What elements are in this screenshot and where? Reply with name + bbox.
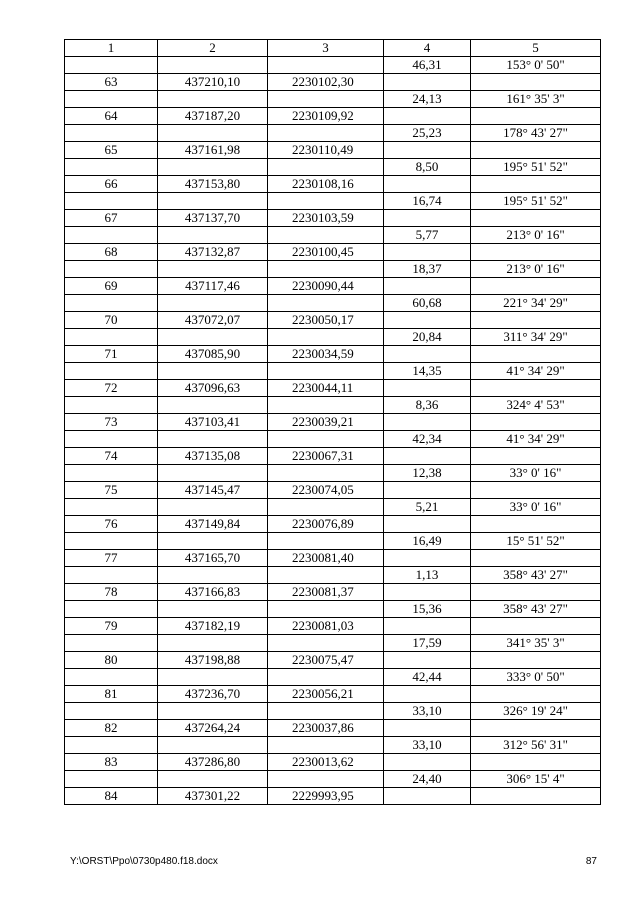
header-col-5: 5	[471, 40, 601, 57]
table-cell-col-2	[158, 431, 268, 448]
table-cell-col-5: 33° 0' 16"	[471, 499, 601, 516]
table-row	[65, 720, 601, 737]
table-cell-col-2	[158, 499, 268, 516]
table-cell-col-1: 68	[65, 244, 158, 261]
table-cell-col-3	[268, 329, 384, 346]
table-cell-col-3	[268, 737, 384, 754]
table-cell-col-2: 437096,63	[158, 380, 268, 397]
table-cell-col-5: 333° 0' 50"	[471, 669, 601, 686]
table-cell-col-4	[384, 482, 471, 499]
table-cell-col-3: 2230056,21	[268, 686, 384, 703]
table-cell-col-2	[158, 363, 268, 380]
table-cell-col-3: 2230037,86	[268, 720, 384, 737]
table-cell-col-2: 437153,80	[158, 176, 268, 193]
table-cell-col-4	[384, 550, 471, 567]
table-cell-col-4	[384, 176, 471, 193]
table-cell-col-3	[268, 771, 384, 788]
table-cell-col-3	[268, 635, 384, 652]
table-row	[65, 550, 601, 567]
table-cell-col-1	[65, 499, 158, 516]
table-cell-col-4	[384, 652, 471, 669]
table-cell-col-2	[158, 91, 268, 108]
table-row	[65, 652, 601, 669]
table-cell-col-2	[158, 465, 268, 482]
table-cell-col-3: 2230076,89	[268, 516, 384, 533]
table-row	[65, 91, 601, 108]
table-cell-col-5: 33° 0' 16"	[471, 465, 601, 482]
table-cell-col-2	[158, 159, 268, 176]
table-cell-col-5	[471, 618, 601, 635]
table-cell-col-5	[471, 244, 601, 261]
table-row	[65, 703, 601, 720]
table-cell-col-2: 437103,41	[158, 414, 268, 431]
header-col-3: 3	[268, 40, 384, 57]
table-cell-col-1: 74	[65, 448, 158, 465]
table-cell-col-2: 437301,22	[158, 788, 268, 805]
table-cell-col-2: 437145,47	[158, 482, 268, 499]
table-cell-col-3: 2230081,37	[268, 584, 384, 601]
table-cell-col-3	[268, 533, 384, 550]
table-cell-col-3: 2230074,05	[268, 482, 384, 499]
table-cell-col-1	[65, 261, 158, 278]
table-cell-col-3	[268, 703, 384, 720]
table-cell-col-5: 213° 0' 16"	[471, 261, 601, 278]
table-cell-col-3	[268, 159, 384, 176]
table-cell-col-5: 324° 4' 53"	[471, 397, 601, 414]
table-cell-col-2	[158, 397, 268, 414]
table-cell-col-2: 437165,70	[158, 550, 268, 567]
table-cell-col-1	[65, 159, 158, 176]
table-cell-col-5: 41° 34' 29"	[471, 363, 601, 380]
table-cell-col-4	[384, 516, 471, 533]
table-cell-col-5	[471, 278, 601, 295]
table-cell-col-5	[471, 380, 601, 397]
table-cell-col-1	[65, 329, 158, 346]
table-cell-col-2	[158, 193, 268, 210]
table-cell-col-5: 341° 35' 3"	[471, 635, 601, 652]
table-cell-col-1	[65, 125, 158, 142]
table-cell-col-4	[384, 754, 471, 771]
table-cell-col-5: 195° 51' 52"	[471, 159, 601, 176]
table-cell-col-5	[471, 176, 601, 193]
table-row	[65, 176, 601, 193]
table-cell-col-1	[65, 193, 158, 210]
table-cell-col-1: 63	[65, 74, 158, 91]
table-cell-col-5: 41° 34' 29"	[471, 431, 601, 448]
table-cell-col-1	[65, 703, 158, 720]
table-cell-col-4	[384, 618, 471, 635]
table-cell-col-1	[65, 431, 158, 448]
table-cell-col-1: 75	[65, 482, 158, 499]
table-row	[65, 329, 601, 346]
table-cell-col-4: 5,77	[384, 227, 471, 244]
table-cell-col-2: 437161,98	[158, 142, 268, 159]
table-row	[65, 771, 601, 788]
table-cell-col-2	[158, 635, 268, 652]
table-cell-col-3	[268, 363, 384, 380]
table-cell-col-1: 82	[65, 720, 158, 737]
table-cell-col-1: 81	[65, 686, 158, 703]
table-cell-col-3	[268, 567, 384, 584]
table-cell-col-2: 437132,87	[158, 244, 268, 261]
table-cell-col-3	[268, 499, 384, 516]
table-cell-col-5	[471, 414, 601, 431]
table-row	[65, 584, 601, 601]
table-cell-col-4: 1,13	[384, 567, 471, 584]
table-cell-col-2: 437182,19	[158, 618, 268, 635]
table-row	[65, 108, 601, 125]
table-cell-col-3: 2230081,03	[268, 618, 384, 635]
table-cell-col-1	[65, 397, 158, 414]
table-cell-col-4: 25,23	[384, 125, 471, 142]
table-cell-col-5: 326° 19' 24"	[471, 703, 601, 720]
table-cell-col-3	[268, 227, 384, 244]
table-cell-col-1	[65, 57, 158, 74]
table-cell-col-3: 2230013,62	[268, 754, 384, 771]
table-cell-col-4: 60,68	[384, 295, 471, 312]
table-cell-col-5: 178° 43' 27"	[471, 125, 601, 142]
table-cell-col-2	[158, 737, 268, 754]
table-cell-col-2	[158, 57, 268, 74]
table-cell-col-4: 42,34	[384, 431, 471, 448]
table-cell-col-3	[268, 669, 384, 686]
table-row	[65, 567, 601, 584]
table-row	[65, 516, 601, 533]
table-cell-col-5	[471, 142, 601, 159]
table-row	[65, 686, 601, 703]
table-cell-col-1	[65, 227, 158, 244]
table-cell-col-4	[384, 788, 471, 805]
table-cell-col-2: 437198,88	[158, 652, 268, 669]
table-cell-col-2: 437135,08	[158, 448, 268, 465]
table-cell-col-4: 24,40	[384, 771, 471, 788]
table-cell-col-3: 2230039,21	[268, 414, 384, 431]
table-cell-col-2	[158, 703, 268, 720]
table-cell-col-3	[268, 431, 384, 448]
table-row	[65, 295, 601, 312]
table-cell-col-4: 8,36	[384, 397, 471, 414]
table-row	[65, 431, 601, 448]
table-cell-col-3: 2230109,92	[268, 108, 384, 125]
table-cell-col-5	[471, 720, 601, 737]
table-cell-col-4	[384, 312, 471, 329]
table-cell-col-3: 2229993,95	[268, 788, 384, 805]
table-cell-col-5: 358° 43' 27"	[471, 567, 601, 584]
table-cell-col-1: 84	[65, 788, 158, 805]
table-cell-col-1: 70	[65, 312, 158, 329]
table-cell-col-5	[471, 346, 601, 363]
table-cell-col-3: 2230050,17	[268, 312, 384, 329]
table-cell-col-2	[158, 771, 268, 788]
table-row	[65, 465, 601, 482]
table-cell-col-3: 2230103,59	[268, 210, 384, 227]
table-cell-col-3: 2230102,30	[268, 74, 384, 91]
table-cell-col-4: 16,74	[384, 193, 471, 210]
table-cell-col-2	[158, 261, 268, 278]
table-cell-col-1	[65, 533, 158, 550]
table-row	[65, 278, 601, 295]
table-cell-col-4: 24,13	[384, 91, 471, 108]
table-cell-col-5	[471, 74, 601, 91]
table-row	[65, 448, 601, 465]
table-cell-col-5: 306° 15' 4"	[471, 771, 601, 788]
table-cell-col-1	[65, 363, 158, 380]
table-cell-col-2	[158, 601, 268, 618]
table-cell-col-4: 16,49	[384, 533, 471, 550]
table-cell-col-1: 71	[65, 346, 158, 363]
table-cell-col-2	[158, 669, 268, 686]
table-row	[65, 533, 601, 550]
table-cell-col-5: 161° 35' 3"	[471, 91, 601, 108]
table-row	[65, 635, 601, 652]
table-cell-col-3	[268, 193, 384, 210]
table-cell-col-5	[471, 108, 601, 125]
table-cell-col-5	[471, 788, 601, 805]
table-cell-col-1: 83	[65, 754, 158, 771]
table-cell-col-5: 221° 34' 29"	[471, 295, 601, 312]
table-cell-col-5	[471, 584, 601, 601]
coordinates-table	[64, 39, 601, 805]
table-cell-col-5	[471, 482, 601, 499]
table-cell-col-5	[471, 312, 601, 329]
table-cell-col-4	[384, 720, 471, 737]
table-cell-col-4: 33,10	[384, 737, 471, 754]
table-cell-col-2	[158, 533, 268, 550]
table-row	[65, 125, 601, 142]
table-cell-col-2	[158, 567, 268, 584]
table-cell-col-2	[158, 125, 268, 142]
table-cell-col-3	[268, 91, 384, 108]
table-cell-col-2: 437286,80	[158, 754, 268, 771]
table-cell-col-3: 2230067,31	[268, 448, 384, 465]
table-cell-col-3: 2230075,47	[268, 652, 384, 669]
table-cell-col-2: 437187,20	[158, 108, 268, 125]
table-cell-col-4	[384, 210, 471, 227]
table-cell-col-4	[384, 686, 471, 703]
table-cell-col-4: 18,37	[384, 261, 471, 278]
table-row	[65, 414, 601, 431]
table-cell-col-4	[384, 244, 471, 261]
table-cell-col-1: 76	[65, 516, 158, 533]
table-cell-col-1	[65, 601, 158, 618]
table-row	[65, 499, 601, 516]
table-cell-col-1: 65	[65, 142, 158, 159]
table-cell-col-1	[65, 737, 158, 754]
table-cell-col-5: 153° 0' 50"	[471, 57, 601, 74]
table-cell-col-3: 2230110,49	[268, 142, 384, 159]
table-cell-col-2	[158, 295, 268, 312]
table-cell-col-3	[268, 261, 384, 278]
table-cell-col-5	[471, 652, 601, 669]
table-cell-col-1: 67	[65, 210, 158, 227]
table-header-row	[65, 40, 601, 57]
header-col-2: 2	[158, 40, 268, 57]
table-cell-col-5: 358° 43' 27"	[471, 601, 601, 618]
table-cell-col-1: 77	[65, 550, 158, 567]
table-cell-col-4: 20,84	[384, 329, 471, 346]
table-cell-col-5	[471, 448, 601, 465]
table-cell-col-2: 437072,07	[158, 312, 268, 329]
table-cell-col-5	[471, 686, 601, 703]
table-cell-col-1: 79	[65, 618, 158, 635]
table-cell-col-1: 66	[65, 176, 158, 193]
table-cell-col-2: 437137,70	[158, 210, 268, 227]
table-cell-col-2: 437166,83	[158, 584, 268, 601]
table-cell-col-2: 437117,46	[158, 278, 268, 295]
table-row	[65, 737, 601, 754]
table-cell-col-4: 42,44	[384, 669, 471, 686]
table-cell-col-4	[384, 380, 471, 397]
table-cell-col-1: 72	[65, 380, 158, 397]
header-col-4: 4	[384, 40, 471, 57]
table-row	[65, 380, 601, 397]
table-cell-col-4: 15,36	[384, 601, 471, 618]
table-cell-col-1: 69	[65, 278, 158, 295]
table-row	[65, 312, 601, 329]
table-row	[65, 397, 601, 414]
table-cell-col-4	[384, 346, 471, 363]
table-row	[65, 482, 601, 499]
table-row	[65, 363, 601, 380]
table-cell-col-2: 437264,24	[158, 720, 268, 737]
table-row	[65, 57, 601, 74]
header-col-1: 1	[65, 40, 158, 57]
table-cell-col-1	[65, 635, 158, 652]
table-cell-col-4	[384, 108, 471, 125]
table-cell-col-3: 2230100,45	[268, 244, 384, 261]
table-row	[65, 142, 601, 159]
table-cell-col-4: 8,50	[384, 159, 471, 176]
table-row	[65, 788, 601, 805]
table-row	[65, 669, 601, 686]
table-cell-col-5: 213° 0' 16"	[471, 227, 601, 244]
table-cell-col-3: 2230034,59	[268, 346, 384, 363]
table-cell-col-4	[384, 414, 471, 431]
table-row	[65, 261, 601, 278]
table-cell-col-3: 2230108,16	[268, 176, 384, 193]
table-cell-col-4: 17,59	[384, 635, 471, 652]
table-cell-col-1: 64	[65, 108, 158, 125]
table-cell-col-4: 14,35	[384, 363, 471, 380]
table-cell-col-5	[471, 516, 601, 533]
table-row	[65, 159, 601, 176]
table-cell-col-1: 80	[65, 652, 158, 669]
table-cell-col-4	[384, 142, 471, 159]
table-cell-col-3	[268, 601, 384, 618]
table-cell-col-3	[268, 57, 384, 74]
table-row	[65, 618, 601, 635]
table-cell-col-2	[158, 329, 268, 346]
table-cell-col-3	[268, 125, 384, 142]
table-cell-col-2: 437210,10	[158, 74, 268, 91]
table-cell-col-5	[471, 210, 601, 227]
table-cell-col-2: 437149,84	[158, 516, 268, 533]
table-cell-col-4: 12,38	[384, 465, 471, 482]
table-cell-col-2	[158, 227, 268, 244]
footer-file-path: Y:\ORST\Ppo\0730p480.f18.docx	[70, 856, 218, 867]
table-row	[65, 227, 601, 244]
table-cell-col-3: 2230044,11	[268, 380, 384, 397]
table-row	[65, 244, 601, 261]
table-cell-col-5	[471, 550, 601, 567]
table-cell-col-1	[65, 91, 158, 108]
table-row	[65, 193, 601, 210]
table-cell-col-4	[384, 584, 471, 601]
table-cell-col-4: 5,21	[384, 499, 471, 516]
table-cell-col-3: 2230090,44	[268, 278, 384, 295]
table-cell-col-1	[65, 669, 158, 686]
table-cell-col-4	[384, 448, 471, 465]
table-body	[65, 57, 601, 805]
table-cell-col-5	[471, 754, 601, 771]
table-cell-col-5: 312° 56' 31"	[471, 737, 601, 754]
table-cell-col-3	[268, 295, 384, 312]
table-row	[65, 346, 601, 363]
table-cell-col-5: 195° 51' 52"	[471, 193, 601, 210]
table-cell-col-2: 437085,90	[158, 346, 268, 363]
table-cell-col-3	[268, 397, 384, 414]
table-cell-col-1	[65, 567, 158, 584]
table-cell-col-4	[384, 278, 471, 295]
table-cell-col-1: 78	[65, 584, 158, 601]
table-cell-col-3: 2230081,40	[268, 550, 384, 567]
table-cell-col-1	[65, 465, 158, 482]
table-row	[65, 601, 601, 618]
table-row	[65, 74, 601, 91]
table-cell-col-4: 33,10	[384, 703, 471, 720]
footer-page-number: 87	[585, 856, 597, 867]
table-cell-col-1: 73	[65, 414, 158, 431]
table-cell-col-5: 15° 51' 52"	[471, 533, 601, 550]
table-cell-col-5: 311° 34' 29"	[471, 329, 601, 346]
table-cell-col-1	[65, 295, 158, 312]
table-cell-col-2: 437236,70	[158, 686, 268, 703]
table-cell-col-3	[268, 465, 384, 482]
table-cell-col-4: 46,31	[384, 57, 471, 74]
table-cell-col-4	[384, 74, 471, 91]
table-cell-col-1	[65, 771, 158, 788]
table-row	[65, 210, 601, 227]
table-row	[65, 754, 601, 771]
